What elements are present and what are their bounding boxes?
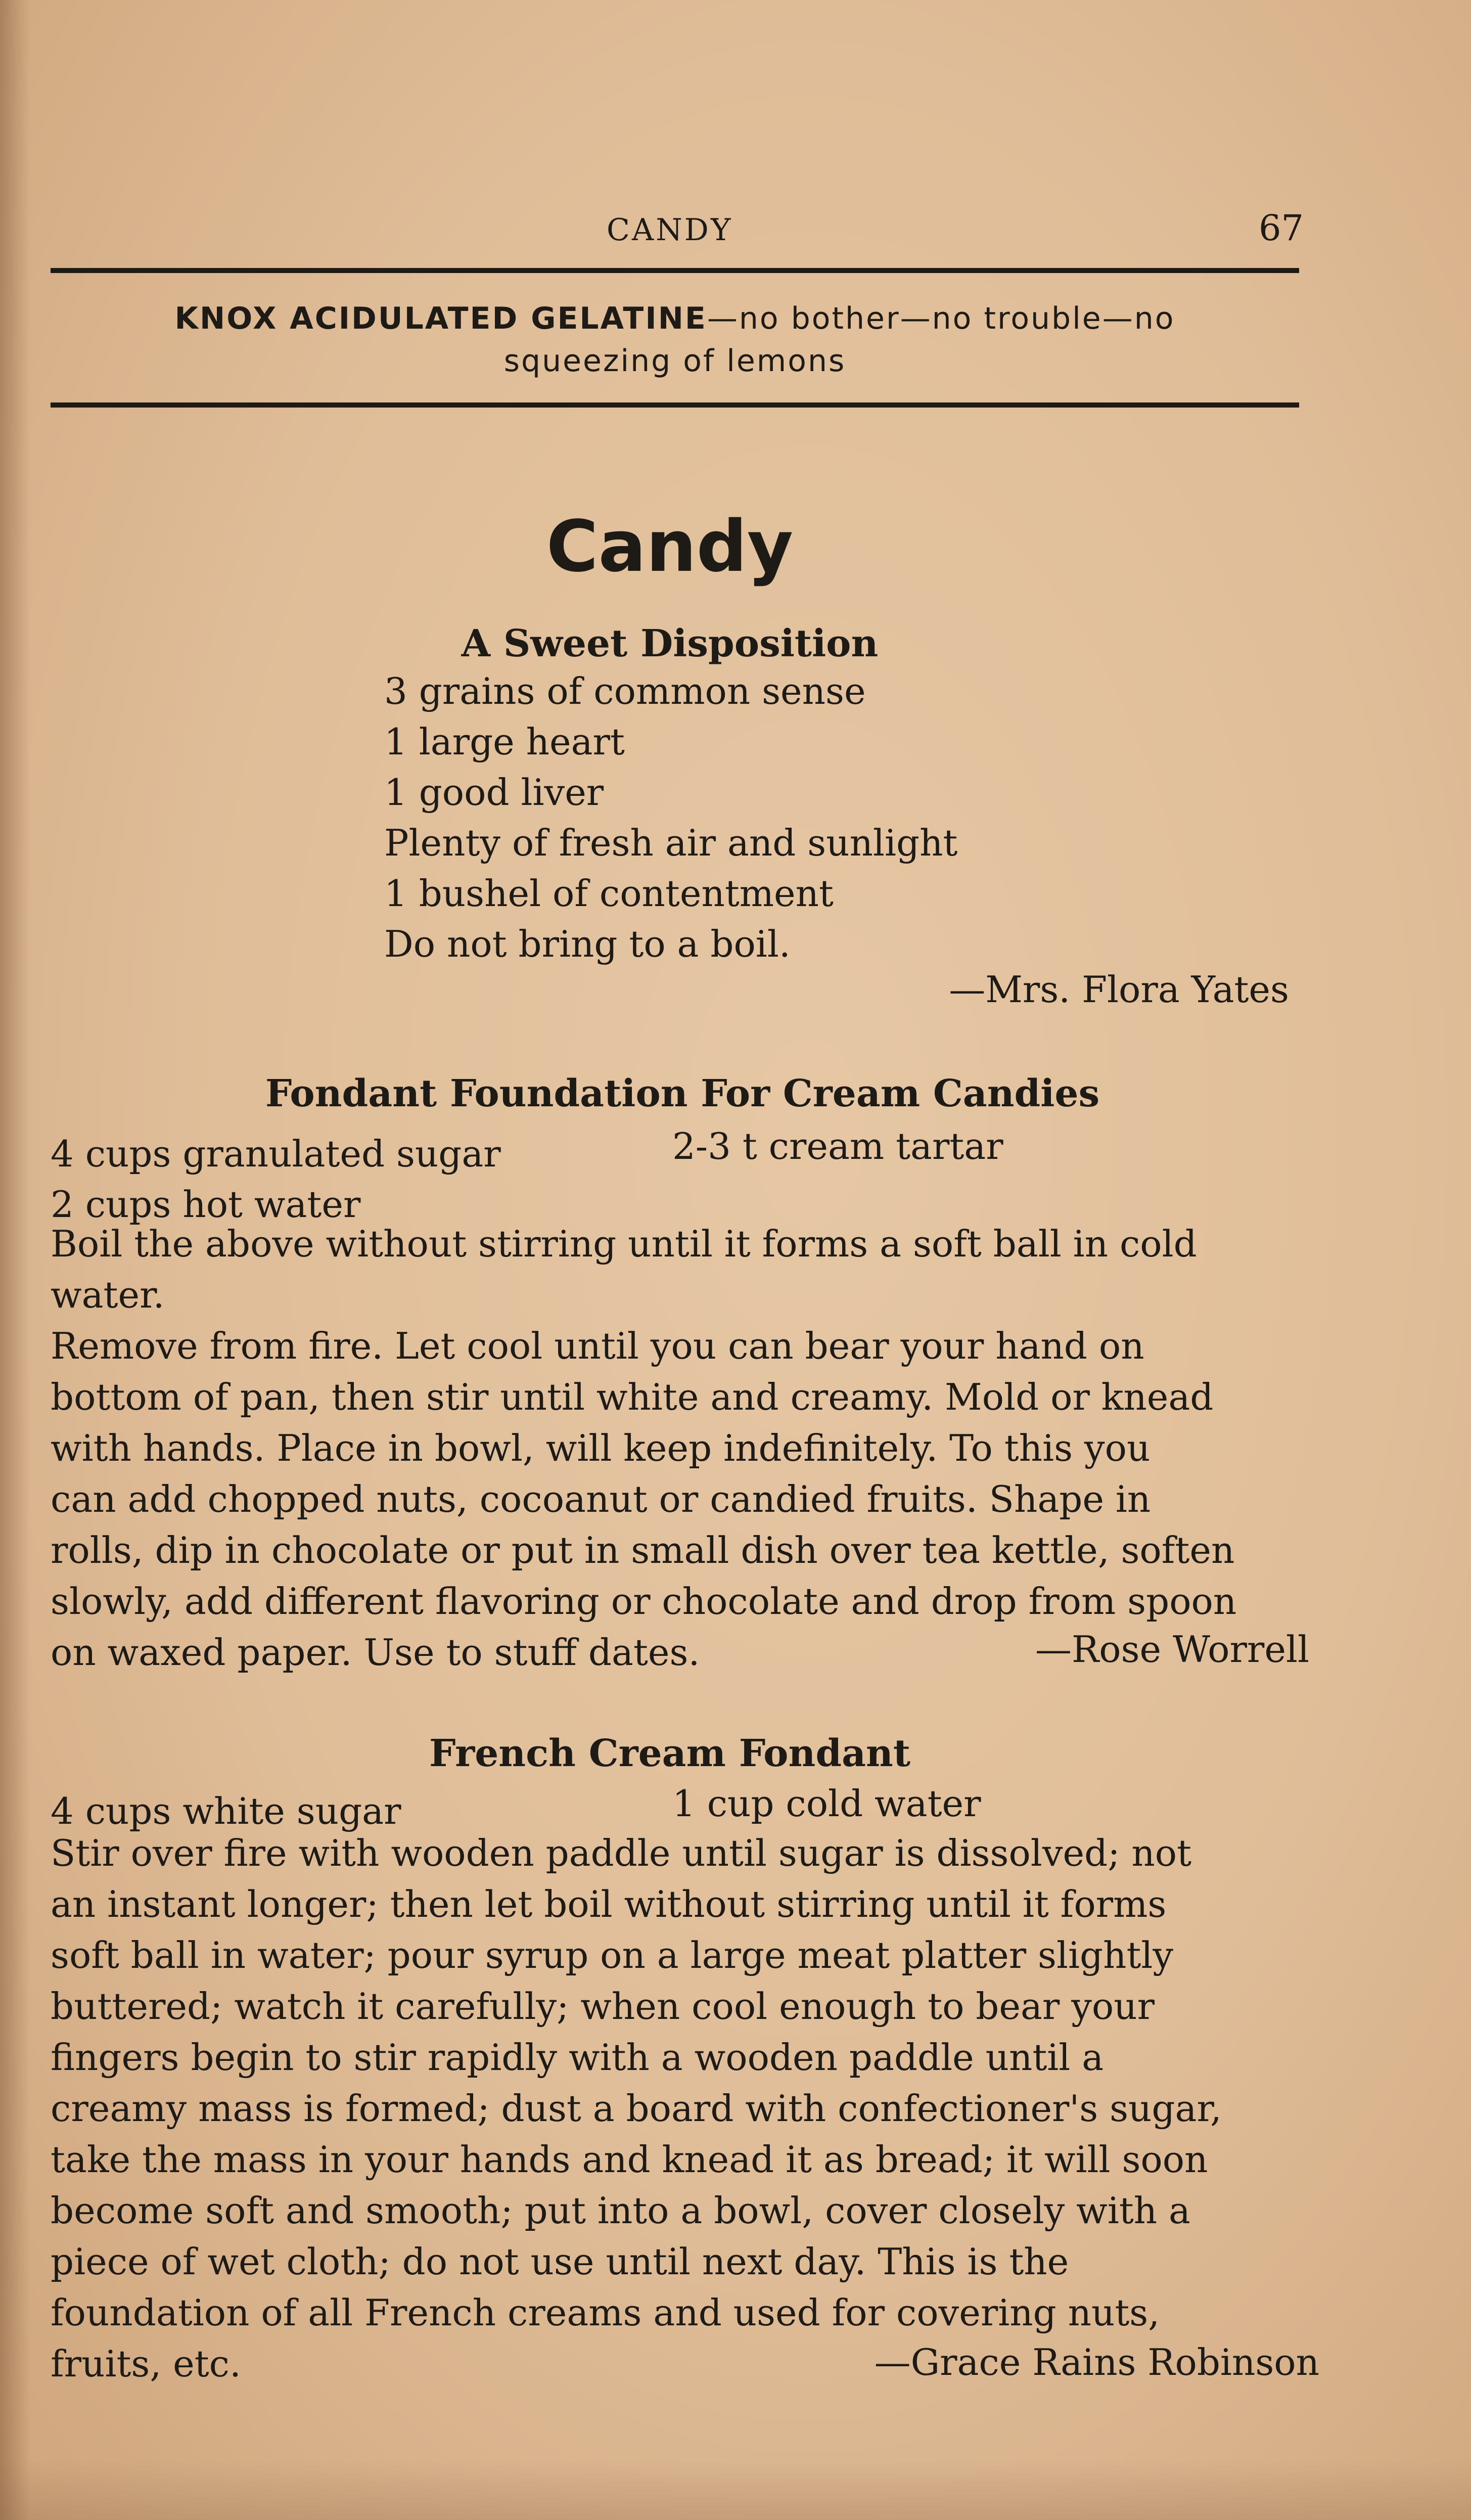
- bottom-rule: [51, 402, 1299, 408]
- page-number: 67: [1259, 207, 1304, 249]
- direction-line: take the mass in your hands and knead it as bread; it will soon: [51, 2138, 1208, 2181]
- french-cream-fondant-directions: [51, 1828, 1314, 2390]
- direction-line: piece of wet cloth; do not use until next day. This is the: [51, 2240, 1069, 2283]
- direction-line: an instant longer; then let boil without stirring until it forms: [51, 1883, 1167, 1925]
- recipe-line: Do not bring to a boil.: [384, 923, 791, 965]
- fondant-foundation-directions: [51, 1219, 1314, 1678]
- direction-line: slowly, add different flavoring or chocolate and drop from spoon: [51, 1580, 1237, 1623]
- section-title: Candy: [546, 506, 794, 588]
- ingredient-line: 4 cups granulated sugar: [51, 1133, 501, 1175]
- advertisement-banner: [76, 297, 1274, 382]
- direction-line: Stir over fire with wooden paddle until sugar is dissolved; not: [51, 1832, 1191, 1874]
- direction-line: buttered; watch it carefully; when cool enough to bear your: [51, 1985, 1155, 2028]
- ingredient-line: 1 cup cold water: [672, 1782, 981, 1825]
- recipe-line: 3 grains of common sense: [384, 670, 866, 712]
- attribution-rose-worrell: —Rose Worrell: [1035, 1628, 1309, 1671]
- banner-tagline-line1: —no bother—no trouble—no: [707, 301, 1175, 336]
- direction-line: foundation of all French creams and used for covering nuts,: [51, 2291, 1160, 2334]
- ingredient-line: 2-3 t cream tartar: [672, 1125, 1003, 1167]
- direction-line: Boil the above without stirring until it forms a soft ball in cold: [51, 1223, 1197, 1265]
- direction-line: water.: [51, 1274, 165, 1316]
- direction-line: bottom of pan, then stir until white and creamy. Mold or knead: [51, 1376, 1214, 1418]
- recipe-title-fondant-foundation: Fondant Foundation For Cream Candies: [265, 1072, 1100, 1115]
- banner-tagline-line2: squeezing of lemons: [503, 343, 846, 379]
- running-head: CANDY: [607, 212, 733, 248]
- direction-line: on waxed paper. Use to stuff dates.: [51, 1631, 700, 1674]
- recipe-line: 1 bushel of contentment: [384, 872, 834, 915]
- direction-line: become soft and smooth; put into a bowl, cover closely with a: [51, 2189, 1190, 2232]
- direction-line: fingers begin to stir rapidly with a wooden paddle until a: [51, 2036, 1104, 2079]
- direction-line: Remove from fire. Let cool until you can bear your hand on: [51, 1325, 1144, 1367]
- ingredient-line: 2 cups hot water: [51, 1183, 361, 1226]
- page-edge-shadow: [0, 0, 30, 2520]
- direction-line: fruits, etc.: [51, 2343, 241, 2385]
- top-rule: [51, 268, 1299, 273]
- recipe-title-french-cream-fondant: French Cream Fondant: [429, 1732, 911, 1775]
- direction-line: with hands. Place in bowl, will keep indefinitely. To this you: [51, 1427, 1151, 1469]
- attribution-flora-yates: —Mrs. Flora Yates: [949, 968, 1289, 1011]
- recipe-line: Plenty of fresh air and sunlight: [384, 822, 958, 864]
- banner-brand: KNOX ACIDULATED GELATINE: [174, 301, 707, 336]
- recipe-line: 1 good liver: [384, 771, 604, 814]
- recipe-line: 1 large heart: [384, 721, 625, 763]
- direction-line: soft ball in water; pour syrup on a large meat platter slightly: [51, 1934, 1174, 1976]
- ingredient-line: 4 cups white sugar: [51, 1790, 401, 1832]
- attribution-grace-rains-robinson: —Grace Rains Robinson: [874, 2341, 1319, 2383]
- direction-line: creamy mass is formed; dust a board with confectioner's sugar,: [51, 2087, 1222, 2130]
- recipe-title-sweet-disposition: A Sweet Disposition: [461, 622, 879, 665]
- page-bottom-shadow: [0, 2459, 1471, 2520]
- direction-line: rolls, dip in chocolate or put in small dish over tea kettle, soften: [51, 1529, 1235, 1571]
- direction-line: can add chopped nuts, cocoanut or candied fruits. Shape in: [51, 1478, 1151, 1520]
